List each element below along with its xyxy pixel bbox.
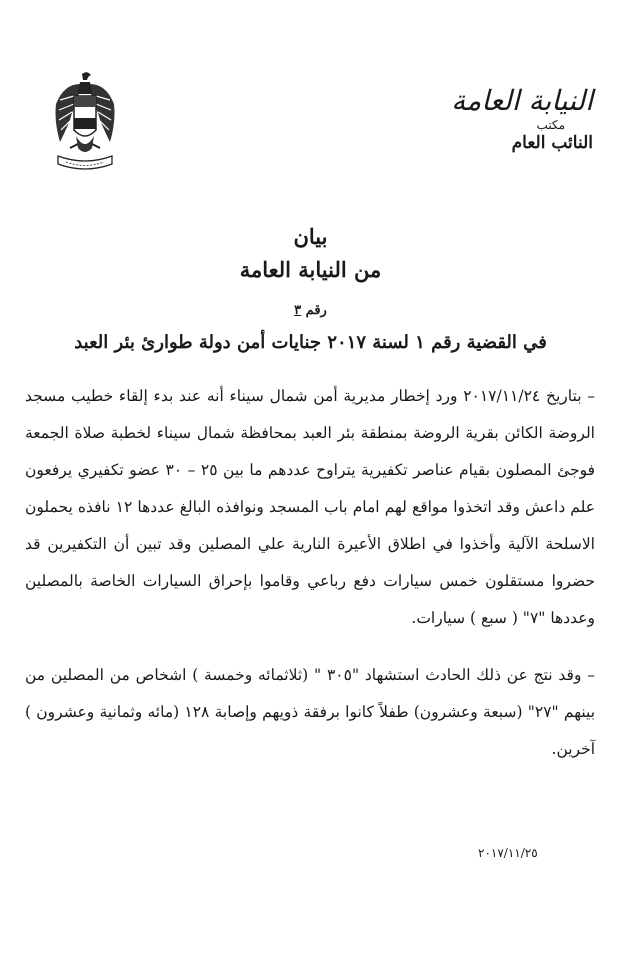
eagle-emblem-icon bbox=[52, 70, 118, 176]
statement-title: بيان bbox=[293, 224, 328, 249]
document-date: ٢٠١٧/١١/٢٥ bbox=[478, 846, 538, 860]
case-reference: في القضية رقم ١ لسنة ٢٠١٧ جنايات أمن دولة طوارئ بئر العبد bbox=[74, 332, 547, 353]
statement-number-value: ٣ bbox=[294, 303, 302, 318]
statement-body bbox=[25, 378, 595, 768]
letterhead bbox=[413, 84, 593, 154]
org-name: النيابة العامة bbox=[451, 84, 593, 117]
statement-number-label: رقم bbox=[305, 303, 327, 318]
statement-number bbox=[0, 303, 621, 318]
office-name: النائب العام bbox=[511, 133, 593, 153]
office-label: مكتب bbox=[536, 118, 565, 132]
paragraph-incident: – بتاريخ ٢٠١٧/١١/٢٤ ورد إخطار مديرية أمن شمال سيناء أنه عند بدء إلقاء خطيب مسجد الروضة الكائن بقرية الروضة بمنطقة بئر العبد بمحافظة شمال سيناء لخطبة صلاة الجمعة فوجئ المصلون بقيام عناصر تكفيرية يتراوح عددهم ما بين ٢٥ – ٣٠ عضو تكفيري يرفعون علم داعش وقد اتخذوا مواقع لهم امام باب المسجد ونوافذه البالغ عددها ١٢ نافذه يحملون الاسلحة الآلية وأخذوا في اطلاق الأعيرة النارية علي المصلين وقد تبين أن التكفيرين قد حضروا مستقلون خمس سيارات دفع رباعي وقاموا بإحراق السيارات الخاصة بالمصلين وعددها "٧" ( سبع ) سيارات. bbox=[25, 387, 596, 627]
statement-issuer: من النيابة العامة bbox=[239, 257, 382, 282]
paragraph-casualties: – وقد نتج عن ذلك الحادث استشهاد "٣٠٥ " (ثلاثمائه وخمسة ) اشخاص من المصلين من بينهم "٢٧" (سبعة وعشرون) طفلاً كانوا برفقة ذويهم وإصابة ١٢٨ (مائه وثمانية وعشرون ) آخرين. bbox=[25, 666, 596, 758]
